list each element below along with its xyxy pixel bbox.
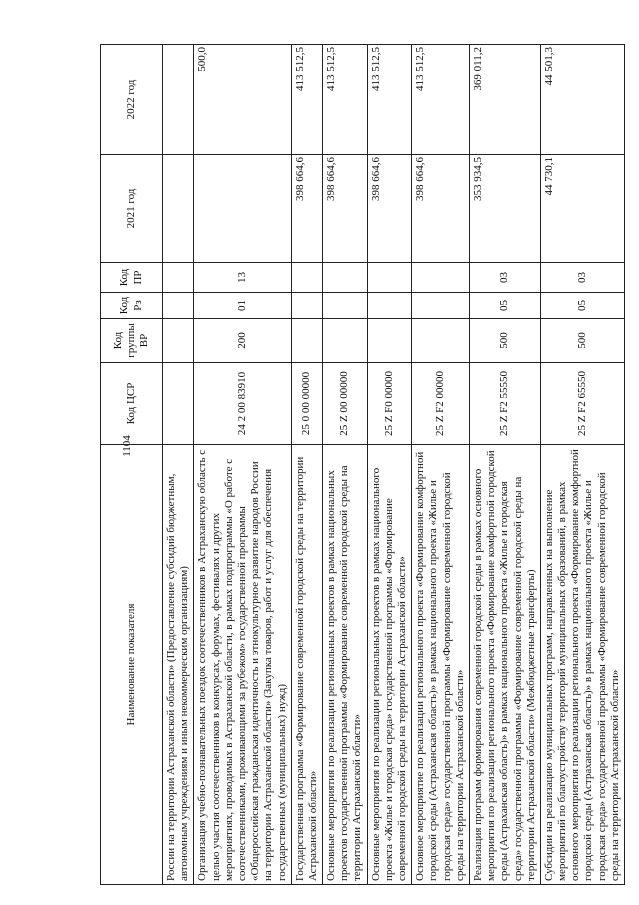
row-vr: [367, 319, 412, 363]
row-rz: [291, 293, 322, 319]
row-2022: 413 512,5: [291, 45, 322, 155]
row-2022: [163, 45, 194, 155]
table-row: [540, 45, 624, 885]
row-name: Основные мероприятия по реализации региональных проектов в рамках национального проекта «Жилье и городская среда» государственной программы «Формирование современной городской среды на территории Астраханской области»: [367, 445, 412, 885]
row-2022: 369 011,2: [469, 45, 540, 155]
header-csr: Код ЦСР: [101, 363, 163, 445]
table-row: [291, 45, 322, 885]
row-csr: 25 Z F0 00000: [367, 363, 412, 445]
row-vr: 500: [540, 319, 624, 363]
row-name: Основные мероприятия по реализации региональных проектов в рамках национальных проектов государственной программы «Формирование современной городской среды на территории Астраханской области»: [323, 445, 368, 885]
row-pr: 03: [469, 263, 540, 293]
row-rz: 05: [469, 293, 540, 319]
row-2021: 398 664,6: [412, 155, 470, 263]
table-row: [323, 45, 368, 885]
row-vr: 500: [469, 319, 540, 363]
row-pr: [163, 263, 194, 293]
row-pr: [412, 263, 470, 293]
table-row: [412, 45, 470, 885]
row-2022: 413 512,5: [412, 45, 470, 155]
row-2021: 398 664,6: [367, 155, 412, 263]
row-2021: [163, 155, 194, 263]
row-csr: 25 0 00 00000: [291, 363, 322, 445]
header-pr: Код ПР: [101, 263, 163, 293]
header-2021: 2021 год: [101, 155, 163, 263]
table-row: [194, 45, 291, 885]
row-csr: 25 Z F2 65550: [540, 363, 624, 445]
row-csr: 25 Z 00 00000: [323, 363, 368, 445]
row-vr: [412, 319, 470, 363]
row-rz: [367, 293, 412, 319]
row-vr: [323, 319, 368, 363]
table-row: [469, 45, 540, 885]
row-csr: 25 Z F2 00000: [412, 363, 470, 445]
row-2021: [194, 155, 291, 263]
row-vr: [163, 319, 194, 363]
header-rz: Код Рз: [101, 293, 163, 319]
row-csr: 25 Z F2 55550: [469, 363, 540, 445]
row-2021: 398 664,6: [291, 155, 322, 263]
row-pr: [367, 263, 412, 293]
row-2021: 353 934,5: [469, 155, 540, 263]
row-rz: [323, 293, 368, 319]
row-rz: [412, 293, 470, 319]
page-number: 1104: [121, 435, 133, 457]
row-csr: [163, 363, 194, 445]
row-csr: 24 2 00 83910: [194, 363, 291, 445]
row-pr: 03: [540, 263, 624, 293]
table-row: [163, 45, 194, 885]
row-vr: [291, 319, 322, 363]
row-rz: 05: [540, 293, 624, 319]
row-2021: 44 730,1: [540, 155, 624, 263]
rotated-table-container: [100, 45, 621, 885]
row-name: Реализация программ формирования современной городской среды в рамках основного мероприятия по реализации регионального проекта «Формирование комфортной городской среды (Астраханская область)» в рамках национального проекта «Жилье и городская среда» государственной программы «Формирование современной городской среды на территории Астраханской области» (Межбюджетные трансферты): [469, 445, 540, 885]
row-name: Основное мероприятие по реализации регионального проекта «Формирование комфортной городской среды (Астраханская область)» в рамках национального проекта «Жилье и городская среда» государственной программы «Формирование современной городской среды на территории Астраханской области»: [412, 445, 470, 885]
row-name: Государственная программа «Формирование современной городской среды на территории Астраханской области»: [291, 445, 322, 885]
row-vr: 200: [194, 319, 291, 363]
row-2022: 44 501,3: [540, 45, 624, 155]
row-pr: [291, 263, 322, 293]
table-row: [367, 45, 412, 885]
header-2022: 2022 год: [101, 45, 163, 155]
row-2022: 500,0: [194, 45, 291, 155]
header-name: Наименование показателя: [101, 445, 163, 885]
budget-table: [100, 44, 625, 885]
row-name: Организация учебно-познавательных поездок соотечественников в Астраханскую область с целью участия соотечественников в конкурсах, форумах, фестивалях и других мероприятиях, проводимых в Астраханской области, в рамках подпрограммы «О работе с соотечественниками, проживающими за рубежом» государственной программы «Общероссийская гражданская идентичность и этнокультурное развитие народов России на территории Астраханской области» (Закупка товаров, работ и услуг для обеспечения государственных (муниципальных) нужд): [194, 445, 291, 885]
row-pr: [323, 263, 368, 293]
row-pr: 13: [194, 263, 291, 293]
row-2022: 413 512,5: [323, 45, 368, 155]
row-name: России на территории Астраханской области» (Предоставление субсидий бюджетным, автономным учреждениям и иным некоммерческим организациям): [163, 445, 194, 885]
row-rz: [163, 293, 194, 319]
row-name: Субсидии на реализацию муниципальных программ, направленных на выполнение мероприятий по благоустройству территорий муниципальных образований, в рамках основного мероприятия по реализации регионального проекта «Формирование комфортной городской среды (Астраханская область)» в рамках национального проекта «Жилье и городская среда» государственной программы «Формирование современной городской среды на территории Астраханской области»: [540, 445, 624, 885]
row-2021: 398 664,6: [323, 155, 368, 263]
row-rz: 01: [194, 293, 291, 319]
row-2022: 413 512,5: [367, 45, 412, 155]
header-vr: Код группы ВР: [101, 319, 163, 363]
table-header-row: [101, 45, 163, 885]
